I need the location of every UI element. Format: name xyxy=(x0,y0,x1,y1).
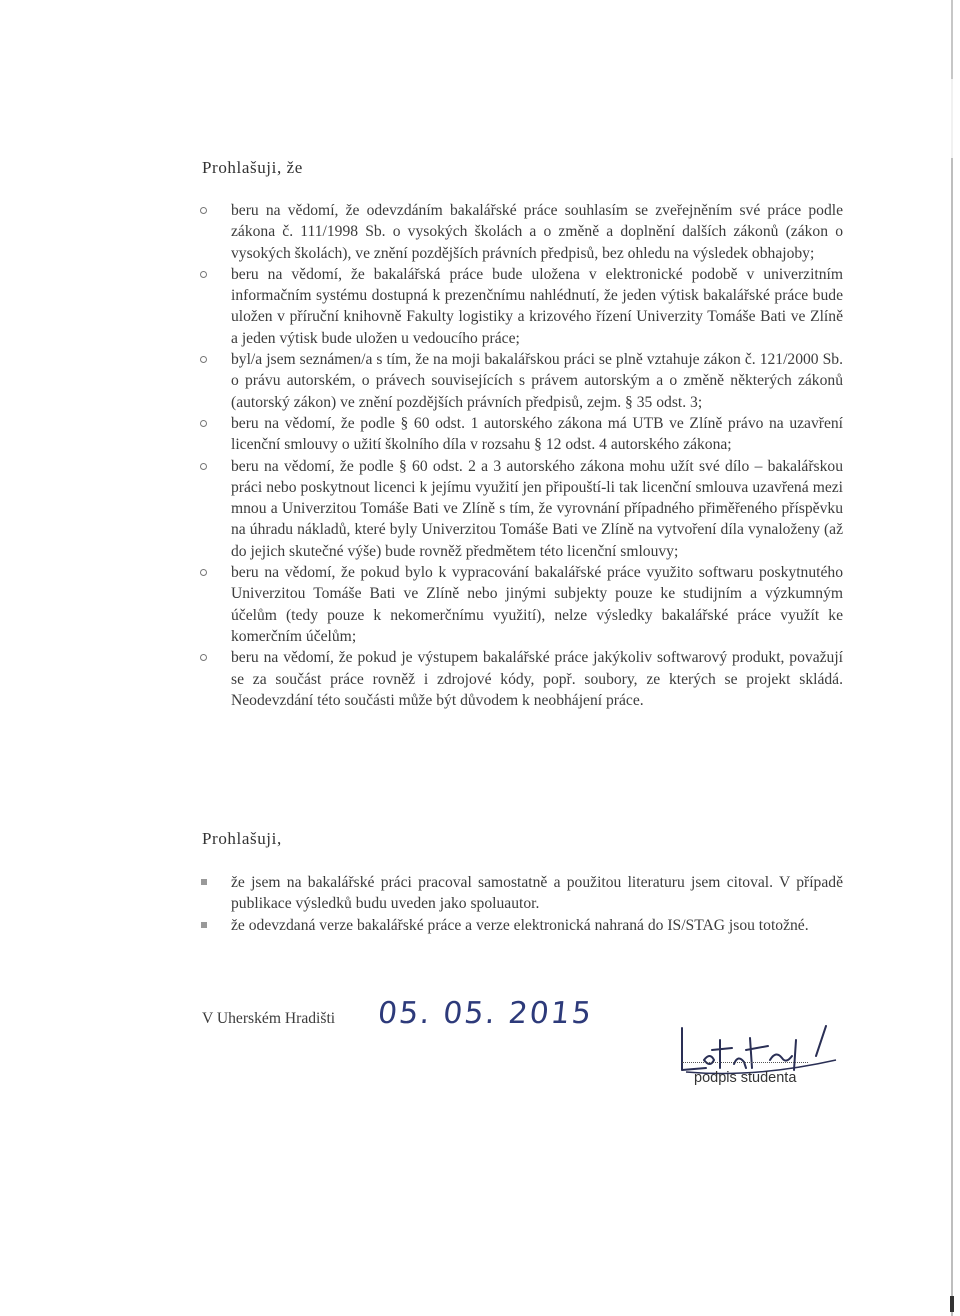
scan-mark xyxy=(950,1296,954,1312)
list-item xyxy=(0,264,843,349)
bullet-icon xyxy=(200,271,207,278)
bullet-icon xyxy=(200,463,207,470)
section-1-heading: Prohlašuji, že xyxy=(202,158,303,177)
square-bullet-icon xyxy=(201,879,207,885)
scan-edge xyxy=(951,0,953,1316)
signature-label: podpis studenta xyxy=(694,1070,797,1086)
signature-line xyxy=(682,1062,808,1063)
list-item xyxy=(0,872,843,915)
list-item-text: beru na vědomí, že bakalářská práce bude uložena v elektronické podobě v univerzitním informačním systému dostupná k prezenčnímu nahlédnutí, že jeden výtisk bakalářské práce bude uložen v příruční knihovně Fakulty logistiky a krizového řízení Univerzity Tomáše Bati ve Zlíně a jeden výtisk bude uložen u vedoucího práce; xyxy=(231,265,843,347)
section-2-heading: Prohlašuji, xyxy=(202,829,282,848)
bullet-icon xyxy=(200,654,207,661)
handwritten-date: 05. 05. 2015 xyxy=(376,996,595,1031)
list-item-text: že odevzdaná verze bakalářské práce a verze elektronická nahraná do IS/STAG jsou totožné. xyxy=(231,916,809,934)
list-item-text: byl/a jsem seznámen/a s tím, že na moji bakalářskou práci se plně vztahuje zákon č. 121/2000 Sb. o právu autorském, o právech souvisejících s právem autorským a o změně některých zákonů (autorský zákon) ve znění pozdějších právních předpisů, zejm. § 35 odst. 3; xyxy=(231,351,843,411)
list-item-text: beru na vědomí, že pokud bylo k vypracování bakalářské práce využito softwaru poskytnutého Univerzitou Tomáše Bati ve Zlíně nebo jinými subjekty pouze ke studijním a výzkumným účelům (tedy pouze k nekomerčnímu využití), nelze výsledky bakalářské práce využít ke komerčním účelům; xyxy=(231,564,843,645)
list-item xyxy=(0,413,843,456)
list-item-text: že jsem na bakalářské práci pracoval samostatně a použitou literaturu jsem citoval. V případě publikace výsledků budu uveden jako spoluautor. xyxy=(231,874,843,913)
list-item xyxy=(0,456,843,562)
list-item-text: beru na vědomí, že odevzdáním bakalářské práce souhlasím se zveřejněním své práce podle zákona č. 111/1998 Sb. o vysokých školách a o změně a doplnění dalších zákonů (zákon o vysokých školách), ve znění pozdějších právních předpisů, bez ohledu na výsledek obhajoby; xyxy=(231,202,843,262)
list-item xyxy=(0,647,843,711)
list-item xyxy=(0,349,843,413)
list-item-text: beru na vědomí, že podle § 60 odst. 2 a 3 autorského zákona mohu užít své dílo – bakalářskou práci nebo poskytnout licenci k jejímu využití jen připouští-li tak licenční smlouva uzavřená mezi mnou a Univerzitou Tomáše Bati ve Zlíně s tím, že vyrovnání případného přiměřeného příspěvku na úhradu nákladů, které byly Univerzitou Tomáše Bati ve Zlíně na vytvoření díla vynaloženy (až do jejich skutečné výše) bude rovněž předmětem této licenční smlouvy; xyxy=(231,457,843,560)
signing-place: V Uherském Hradišti xyxy=(202,1010,336,1027)
list-item xyxy=(0,562,843,647)
list-item xyxy=(0,915,843,936)
bullet-icon xyxy=(200,207,207,214)
bullet-icon xyxy=(200,356,207,363)
list-item-text: beru na vědomí, že pokud je výstupem bakalářské práce jakýkoliv softwarový produkt, považují se za součást práce rovněž i zdrojové kódy, popř. soubory, ze kterých se projekt skládá. Neodevzdání této součásti může být důvodem k neobhájení práce. xyxy=(231,649,843,709)
bullet-icon xyxy=(200,569,207,576)
list-item-text: beru na vědomí, že podle § 60 odst. 1 autorského zákona má UTB ve Zlíně právo na uzavření licenční smlouvy o užití školního díla v rozsahu § 12 odst. 4 autorského zákona; xyxy=(231,414,843,454)
list-item xyxy=(0,200,843,264)
declaration-list-2 xyxy=(0,872,843,936)
bullet-icon xyxy=(200,420,207,427)
square-bullet-icon xyxy=(201,922,207,928)
declaration-list-1 xyxy=(0,200,843,711)
